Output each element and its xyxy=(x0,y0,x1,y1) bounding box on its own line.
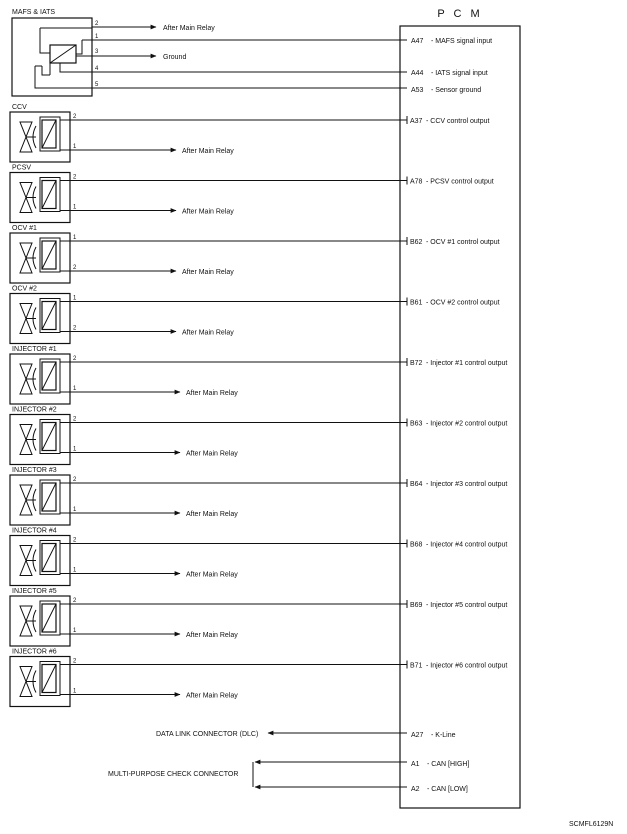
component-bottom-pin: 1 xyxy=(73,628,77,634)
relay-label: After Main Relay xyxy=(182,269,234,276)
component-4 xyxy=(10,286,500,344)
component-bottom-pin: 1 xyxy=(73,386,77,392)
mafs-ground-label: Ground xyxy=(163,54,187,61)
component-bottom-pin: 2 xyxy=(73,325,77,332)
component-label: INJECTOR #6 xyxy=(12,648,57,656)
can-high-term: A1 xyxy=(411,761,420,768)
component-9 xyxy=(10,588,507,646)
pcm-terminal-desc: - Injector #3 control output xyxy=(426,481,508,488)
component-label: CCV xyxy=(12,104,27,111)
mafs-desc-a47: - MAFS signal input xyxy=(431,38,493,45)
mafs-pin2: 2 xyxy=(95,21,99,27)
component-bottom-pin: 1 xyxy=(73,567,77,574)
component-8 xyxy=(10,528,507,586)
pcm-terminal: A78 xyxy=(410,178,423,186)
mafs-term-a47: A47 xyxy=(411,38,424,45)
component-3 xyxy=(10,225,500,283)
pcm-terminal: B61 xyxy=(410,299,423,307)
pcm-terminal-desc: - Injector #5 control output xyxy=(426,602,508,609)
relay-label: After Main Relay xyxy=(186,571,238,579)
dlc-desc: - K-Line xyxy=(431,732,456,739)
pcm-terminal: B71 xyxy=(410,662,423,670)
component-top-pin: 2 xyxy=(73,598,77,604)
pcm-terminal-desc: - Injector #6 control output xyxy=(426,662,508,670)
mafs-pin5: 5 xyxy=(95,82,99,88)
component-top-pin: 2 xyxy=(73,114,77,120)
can-high-desc: - CAN [HIGH] xyxy=(427,761,470,768)
pcm-terminal-desc: - CCV control output xyxy=(426,118,490,125)
relay-label: After Main Relay xyxy=(182,148,234,155)
pcm-terminal: B72 xyxy=(410,360,423,367)
relay-label: After Main Relay xyxy=(186,632,238,639)
mafs-term-a53: A53 xyxy=(411,87,424,94)
component-label: INJECTOR #2 xyxy=(12,406,57,414)
component-bottom-pin: 2 xyxy=(73,265,77,271)
component-label: OCV #1 xyxy=(12,225,37,232)
mafs-iats-label: MAFS & IATS xyxy=(12,9,56,16)
component-label: INJECTOR #3 xyxy=(12,467,57,474)
relay-label: After Main Relay xyxy=(186,511,238,518)
pcm-terminal: B62 xyxy=(410,239,423,246)
pcm-terminal-desc: - Injector #4 control output xyxy=(426,541,508,549)
component-bottom-pin: 1 xyxy=(73,688,77,695)
pcm-terminal: B69 xyxy=(410,602,423,609)
relay-label: After Main Relay xyxy=(182,329,234,337)
pcm-title: P C M xyxy=(437,8,483,20)
component-bottom-pin: 1 xyxy=(73,204,77,211)
pcm-terminal-desc: - OCV #2 control output xyxy=(426,299,500,307)
component-bottom-pin: 1 xyxy=(73,446,77,453)
mpc-label: MULTI-PURPOSE CHECK CONNECTOR xyxy=(108,771,239,778)
mafs-relay-label: After Main Relay xyxy=(163,25,215,32)
can-low-desc: - CAN [LOW] xyxy=(427,786,468,793)
solenoid-components xyxy=(10,104,507,707)
component-2 xyxy=(10,165,494,223)
component-top-pin: 2 xyxy=(73,174,77,181)
component-top-pin: 2 xyxy=(73,356,77,362)
component-6 xyxy=(10,407,507,465)
mafs-pin3: 3 xyxy=(95,49,99,55)
component-10 xyxy=(10,649,507,707)
mafs-desc-a53: - Sensor ground xyxy=(431,87,482,94)
mafs-term-a44: A44 xyxy=(411,70,424,77)
component-top-pin: 2 xyxy=(73,477,77,483)
pcm-terminal: B68 xyxy=(410,541,423,549)
figure-code: SCMFL6129N xyxy=(569,821,614,828)
pcm-terminal-desc: - Injector #1 control output xyxy=(426,360,508,367)
component-label: INJECTOR #4 xyxy=(12,527,57,535)
pcm-terminal-desc: - Injector #2 control output xyxy=(426,420,508,428)
relay-label: After Main Relay xyxy=(186,692,238,700)
communication-connectors xyxy=(108,731,469,793)
pcm-terminal-desc: - PCSV control output xyxy=(426,178,494,186)
component-label: INJECTOR #1 xyxy=(12,346,57,353)
mafs-iats-sensor xyxy=(12,9,492,96)
component-5 xyxy=(10,346,507,404)
component-top-pin: 2 xyxy=(73,658,77,665)
relay-label: After Main Relay xyxy=(182,208,234,216)
dlc-label: DATA LINK CONNECTOR (DLC) xyxy=(156,731,259,738)
mafs-pin4: 4 xyxy=(95,66,99,72)
pcm-module xyxy=(400,8,520,808)
component-label: PCSV xyxy=(12,164,32,172)
pcm-terminal: B64 xyxy=(410,481,423,488)
mafs-pin1: 1 xyxy=(95,34,99,40)
component-top-pin: 1 xyxy=(73,235,77,241)
component-bottom-pin: 1 xyxy=(73,507,77,513)
pcm-terminal: B63 xyxy=(410,420,423,428)
component-top-pin: 2 xyxy=(73,537,77,544)
component-label: OCV #2 xyxy=(12,285,37,293)
pcm-terminal: A37 xyxy=(410,118,423,125)
relay-label: After Main Relay xyxy=(186,450,238,458)
component-top-pin: 2 xyxy=(73,416,77,423)
component-label: INJECTOR #5 xyxy=(12,588,57,595)
component-top-pin: 1 xyxy=(73,295,77,302)
relay-label: After Main Relay xyxy=(186,390,238,397)
component-bottom-pin: 1 xyxy=(73,144,77,150)
mafs-desc-a44: - IATS signal input xyxy=(431,70,488,77)
pcm-box xyxy=(400,26,520,808)
dlc-term: A27 xyxy=(411,732,424,739)
pcm-terminal-desc: - OCV #1 control output xyxy=(426,239,500,246)
can-low-term: A2 xyxy=(411,786,420,793)
component-7 xyxy=(10,467,507,525)
component-1 xyxy=(10,104,489,162)
